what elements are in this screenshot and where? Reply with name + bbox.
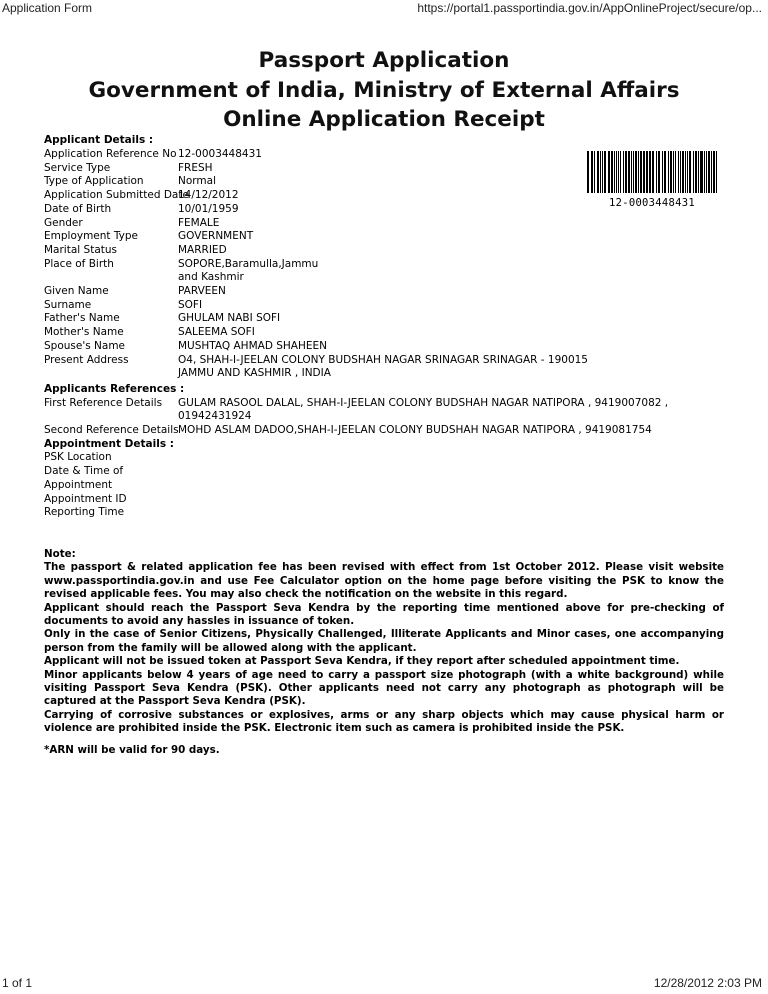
field-label: Mother's Name	[44, 326, 124, 339]
field-label: Date & Time of	[44, 465, 124, 478]
field-label: Date of Birth	[44, 202, 112, 215]
field-row	[44, 285, 678, 299]
field-row	[44, 397, 678, 411]
note-paragraph: Applicant will not be issued token at Passport Seva Kendra, if they report after scheduled appointment time.	[44, 655, 680, 668]
field-value: 12-0003448431	[178, 148, 262, 160]
browser-page-url: https://portal1.passportindia.gov.in/AppOnlineProject/secure/op...	[417, 1, 762, 15]
field-row-continuation	[44, 479, 678, 493]
field-row	[44, 299, 678, 313]
field-value: 10/01/1959	[178, 202, 239, 215]
field-value: 14/12/2012	[178, 189, 239, 202]
field-label: Given Name	[44, 285, 109, 298]
field-row	[44, 493, 678, 507]
note-paragraph: Carrying of corrosive substances or explosives, arms or any sharp objects which may cause physical harm or violence are prohibited inside the PSK. Electronic item such as camera is prohibited inside the PSK.	[44, 708, 724, 735]
field-value: MARRIED	[178, 243, 227, 256]
field-row	[44, 244, 678, 258]
field-label: Reporting Time	[44, 506, 125, 519]
title-line-3: Online Application Receipt	[223, 107, 545, 132]
field-label: PSK Location	[44, 451, 112, 464]
field-value: PARVEEN	[178, 285, 226, 298]
field-value: O4, SHAH-I-JEELAN COLONY BUDSHAH NAGAR SRINAGAR SRINAGAR - 190015	[178, 353, 588, 366]
field-label: Present Address	[44, 353, 129, 366]
field-label: Marital Status	[44, 243, 117, 256]
field-label: Place of Birth	[44, 257, 114, 270]
field-label: Application Reference No	[44, 148, 177, 160]
field-row	[44, 203, 678, 217]
field-row	[44, 175, 678, 189]
field-label: First Reference Details	[44, 396, 163, 409]
field-value: GOVERNMENT	[178, 230, 254, 243]
field-row-continuation	[44, 271, 678, 285]
field-value: SOFI	[178, 298, 203, 311]
field-value: Normal	[178, 175, 216, 188]
applicant-details-heading: Applicant Details :	[44, 134, 154, 146]
field-value: MUSHTAQ AHMAD SHAHEEN	[178, 339, 328, 352]
field-label: Gender	[44, 216, 83, 229]
field-value: FRESH	[178, 161, 213, 174]
field-value: GULAM RASOOL DALAL, SHAH-I-JEELAN COLONY BUDSHAH NAGAR NATIPORA , 9419007082 ,	[178, 396, 669, 409]
field-row	[44, 148, 678, 162]
field-row-continuation	[44, 367, 678, 381]
field-label: Surname	[44, 298, 92, 311]
title-line-1: Passport Application	[258, 48, 510, 73]
field-value-continued: JAMMU AND KASHMIR , INDIA	[178, 367, 331, 380]
references-heading: Applicants References :	[44, 382, 185, 395]
applicant-details	[44, 148, 678, 520]
field-row	[44, 312, 678, 326]
field-label: Employment Type	[44, 230, 138, 243]
arn-validity-note: *ARN will be valid for 90 days.	[44, 743, 220, 756]
field-value: SALEEMA SOFI	[178, 326, 255, 339]
note-section	[44, 548, 724, 757]
field-label: Type of Application	[44, 175, 144, 188]
field-row	[44, 451, 678, 465]
barcode-label: 12-0003448431	[608, 197, 696, 209]
field-label: Application Submitted Date	[44, 189, 189, 202]
field-row	[44, 217, 678, 231]
field-value: SOPORE,Baramulla,Jammu	[178, 257, 319, 270]
field-row-continuation	[44, 410, 678, 424]
field-label-continued: Appointment	[44, 478, 113, 491]
field-value-continued: and Kashmir	[178, 271, 244, 284]
field-value: MOHD ASLAM DADOO,SHAH-I-JEELAN COLONY BUDSHAH NAGAR NATIPORA , 9419081754	[178, 424, 652, 437]
field-row	[44, 326, 678, 340]
field-row	[44, 506, 678, 520]
field-row	[44, 230, 678, 244]
note-paragraph: Applicant should reach the Passport Seva Kendra by the reporting time mentioned above for pre-checking of documents to avoid any hassles in issuance of token.	[44, 601, 724, 628]
browser-page-title: Application Form	[2, 1, 93, 15]
field-value-continued: 01942431924	[178, 410, 252, 423]
note-paragraph: The passport & related application fee has been revised with effect from 1st October 2012. Please visit website www.passportindia.gov.in and use Fee Calculator option on the home page before visiting the PSK to know the revised applicable fees. You may also check the notification on the website in this regard.	[44, 561, 724, 601]
page-count: 1 of 1	[2, 976, 33, 990]
print-datetime: 12/28/2012 2:03 PM	[653, 976, 762, 990]
field-value: FEMALE	[178, 216, 220, 229]
field-label: Spouse's Name	[44, 339, 126, 352]
field-label: Service Type	[44, 161, 111, 174]
field-label: Father's Name	[44, 312, 120, 325]
field-row	[44, 189, 678, 203]
field-value: GHULAM NABI SOFI	[178, 312, 281, 325]
field-row	[44, 465, 678, 479]
title-line-2: Government of India, Ministry of External Affairs	[88, 77, 680, 103]
document-title-block	[0, 46, 768, 135]
note-paragraph: Minor applicants below 4 years of age need to carry a passport size photograph (with a white background) while visiting Passport Seva Kendra (PSK). Other applicants need not carry any photograph as photograph will be captured at the Passport Seva Kendra (PSK).	[44, 668, 724, 708]
note-heading: Note:	[44, 548, 76, 560]
field-row	[44, 258, 678, 272]
field-row	[44, 162, 678, 176]
note-paragraph: Only in the case of Senior Citizens, Physically Challenged, Illiterate Applicants and Minor cases, one accompanying person from the family will be allowed along with the applicant.	[44, 628, 724, 654]
field-row	[44, 424, 678, 438]
field-row	[44, 340, 678, 354]
field-label: Second Reference Details	[44, 424, 179, 437]
appointment-heading: Appointment Details :	[44, 437, 174, 450]
field-label: Appointment ID	[44, 492, 127, 505]
field-row	[44, 354, 678, 368]
